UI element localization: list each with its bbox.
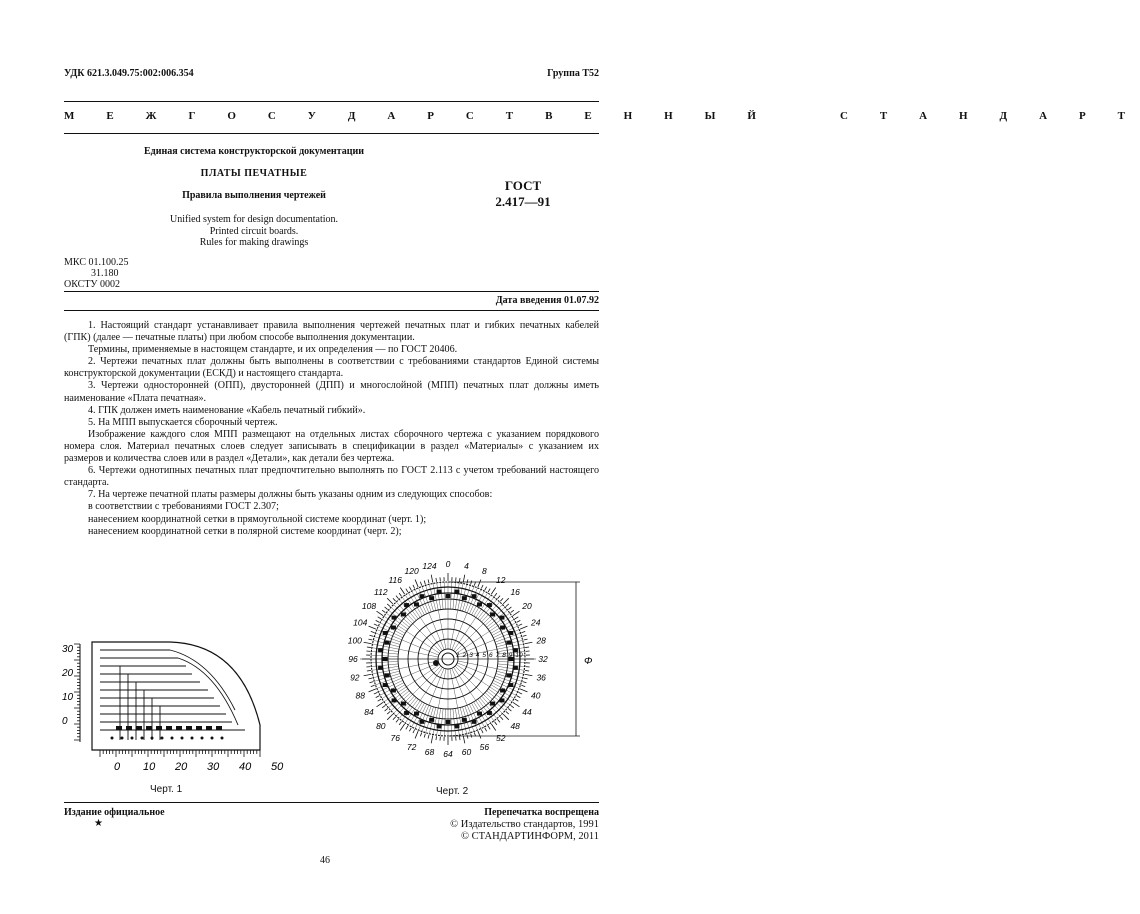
fig2-tick xyxy=(409,728,411,732)
fig2-tick xyxy=(497,719,500,722)
fig2-pad xyxy=(385,641,390,645)
fig2-tick xyxy=(400,587,404,594)
fig2-tick xyxy=(428,579,429,583)
fig2-pad xyxy=(378,666,383,670)
udk-code: УДК 621.3.049.75:002:006.354 xyxy=(64,68,194,79)
fig2-tick xyxy=(459,736,460,740)
fig2-tick xyxy=(515,617,518,619)
fig2-angle-label-104: 104 xyxy=(353,617,368,628)
fig2-angle-label-56: 56 xyxy=(479,741,490,752)
fig2-tick xyxy=(491,724,495,731)
fig2-angle-label-96: 96 xyxy=(348,654,358,664)
fig2-pad xyxy=(462,718,467,722)
fig2-pad xyxy=(499,616,504,620)
fig2-tick xyxy=(376,696,380,698)
fig2-radial xyxy=(444,582,445,609)
fig2-tick xyxy=(400,724,404,731)
fig2-radial xyxy=(453,582,456,609)
fig2-pad xyxy=(404,603,409,607)
figure-1-caption: Черт. 1 xyxy=(150,784,183,795)
fig2-ring-label-1: 1 xyxy=(456,652,460,659)
body-text xyxy=(64,320,599,538)
fig2-angle-label-52: 52 xyxy=(496,732,506,743)
fig1-x-label-40: 40 xyxy=(239,761,252,773)
fig2-radial xyxy=(455,605,502,652)
fig2-ring-label-8: 8 xyxy=(502,652,506,659)
fig2-radial xyxy=(371,651,398,654)
fig2-angle-label-20: 20 xyxy=(522,601,532,612)
fig2-tick xyxy=(471,734,472,738)
fig2-tick xyxy=(467,735,468,739)
fig2-radial xyxy=(440,709,443,736)
fig2-tick xyxy=(376,702,383,706)
banner-rule xyxy=(64,133,599,134)
fig2-pad xyxy=(391,626,396,630)
fig2-angle-label-64: 64 xyxy=(443,749,453,759)
fig2-tick xyxy=(420,582,421,586)
fig1-ticks xyxy=(74,644,260,757)
fig2-tick xyxy=(513,611,520,615)
fig2-pad xyxy=(487,603,492,607)
fig2-tick xyxy=(396,719,399,722)
fig1-y-labels xyxy=(61,644,74,727)
official-edition: Издание официальное xyxy=(64,807,165,818)
fig2-tick xyxy=(396,596,399,599)
fig2-radial xyxy=(450,709,451,736)
fig2-tick xyxy=(368,678,372,679)
english-title-line-1: Unified system for design documentation. xyxy=(169,214,339,225)
fig2-tick xyxy=(508,708,511,711)
fig1-x-label-10: 10 xyxy=(143,761,156,773)
fig2-tick xyxy=(521,685,525,686)
fig2-angle-label-88: 88 xyxy=(355,690,365,701)
fig2-tick xyxy=(382,610,385,612)
fig2-tick xyxy=(471,581,472,585)
fig2-tick xyxy=(459,578,460,582)
fig2-radial xyxy=(444,709,445,736)
fig2-angle-label-68: 68 xyxy=(424,747,435,758)
fig2-pad xyxy=(392,616,397,620)
fig2-pad xyxy=(500,626,505,630)
fig2-angle-label-124: 124 xyxy=(422,560,437,571)
fig2-tick xyxy=(506,711,509,714)
fig1-y-label-0: 0 xyxy=(62,716,68,727)
fig2-pad xyxy=(419,720,424,724)
fig2-tick xyxy=(488,589,490,592)
fig2-angle-label-120: 120 xyxy=(404,566,419,577)
fig2-tick xyxy=(491,587,495,594)
page-number: 46 xyxy=(320,855,330,866)
fig2-pad xyxy=(401,702,406,706)
fig2-ring-label-4: 4 xyxy=(475,652,480,659)
top-rule xyxy=(64,101,599,102)
fig2-angle-label-24: 24 xyxy=(531,617,541,628)
page-title: ПЛАТЫ ПЕЧАТНЫЕ xyxy=(200,168,308,179)
paragraph-3: 3. Чертежи односторонней (ОПП), двусторонней (ДПП) и многослойной (МПП) печатных плат должны иметь наименование «Плата печатная». xyxy=(64,380,599,404)
fig1-pads xyxy=(111,726,224,740)
fig2-pad xyxy=(391,689,396,693)
fig2-angle-label-0: 0 xyxy=(445,559,451,569)
fig2-ring-label-6: 6 xyxy=(489,652,493,659)
fig2-tick xyxy=(463,575,465,583)
fig2-ring-label-2: 2 xyxy=(462,652,467,659)
fig2-tick xyxy=(420,732,421,736)
fig2-pad xyxy=(429,596,434,600)
fig2-tick xyxy=(524,678,528,679)
fig2-pad xyxy=(472,594,477,598)
english-title xyxy=(118,214,390,249)
fig2-pad xyxy=(499,698,504,702)
paragraph-4: 4. ГПК должен иметь наименование «Кабель печатный гибкий». xyxy=(88,404,366,416)
group-code: Группа Т52 xyxy=(547,68,599,79)
fig2-tick xyxy=(378,617,381,619)
fig2-tick xyxy=(513,702,520,706)
fig2-angle-label-100: 100 xyxy=(347,635,362,646)
fig2-tick xyxy=(523,635,527,636)
paragraph-2: 2. Чертежи печатных плат должны быть выполнены в соответствии с требованиями стандартов Единой системы конструкторской документации (ЕСКД) и настоящего стандарта. xyxy=(64,356,599,380)
fig2-angle-label-48: 48 xyxy=(510,721,520,732)
fig2-tick xyxy=(385,607,388,610)
fig2-pad xyxy=(462,596,467,600)
fig2-tick xyxy=(387,604,390,607)
fig2-tick xyxy=(364,642,372,644)
fig2-angle-label-116: 116 xyxy=(388,575,403,586)
fig2-tick xyxy=(500,717,503,720)
fig2-radial xyxy=(455,666,502,713)
fig2-ring-label-3: 3 xyxy=(469,652,473,659)
fig2-tick xyxy=(463,736,465,744)
fig2-pad xyxy=(446,594,451,598)
fig2-tick xyxy=(374,692,378,694)
fig1-y-label-20: 20 xyxy=(62,668,74,679)
fig2-pad xyxy=(477,602,482,606)
fig2-radial xyxy=(440,582,443,609)
fig2-tick xyxy=(503,714,509,720)
fig2-tick xyxy=(387,598,393,604)
paragraph-7: 7. На чертеже печатной платы размеры должны быть указаны одним из следующих способов: xyxy=(88,489,493,501)
fig2-tick xyxy=(494,722,496,725)
fig2-ring-label-10: 10 xyxy=(515,652,523,659)
fig2-tick xyxy=(511,610,514,612)
system-name: Единая система конструкторской документации xyxy=(144,146,364,157)
fig2-angle-label-108: 108 xyxy=(361,601,377,612)
fig2-tick xyxy=(399,722,401,725)
fig1-x-label-20: 20 xyxy=(175,761,188,773)
fig2-pad xyxy=(446,720,451,724)
fig2-radial xyxy=(498,664,525,667)
fig1-y-label-10: 10 xyxy=(62,692,74,703)
fig2-tick xyxy=(511,705,514,707)
fig2-tick xyxy=(481,730,483,734)
fig2-radial xyxy=(371,655,398,656)
mks-code-1: МКС 01.100.25 xyxy=(64,257,129,268)
fig2-pad xyxy=(383,631,388,635)
fig2-pad xyxy=(454,724,459,728)
fig2-tick xyxy=(506,604,509,607)
date-intro: Дата введения 01.07.92 xyxy=(495,295,599,306)
paragraph-1: 1. Настоящий стандарт устанавливает правила выполнения чертежей печатных плат и гибких печатных кабелей (ГПК) (далее — печатные платы) при любом способе выполнения документации. xyxy=(64,320,599,344)
fig2-pad xyxy=(490,612,495,616)
fig2-tick xyxy=(524,639,528,640)
fig2-pad xyxy=(437,590,442,594)
fig2-tick xyxy=(370,635,374,636)
page-subtitle: Правила выполнения чертежей xyxy=(182,190,326,201)
fig2-ring-label-9: 9 xyxy=(508,652,513,659)
fig2-angle-label-92: 92 xyxy=(350,672,360,683)
fig2-radial xyxy=(371,661,398,662)
fig2-tick xyxy=(413,585,415,589)
copyright-block xyxy=(450,807,599,843)
fig2-angle-label-12: 12 xyxy=(496,575,506,586)
figure-1-drawing xyxy=(60,630,284,780)
fig2-tick xyxy=(415,731,418,738)
fig2-tick xyxy=(367,647,371,648)
fig2-pad xyxy=(378,648,383,652)
paragraph-5: 5. На МПП выпускается сборочный чертеж. xyxy=(88,416,278,428)
fig2-pad xyxy=(385,673,390,677)
fig2-angle-label-28: 28 xyxy=(536,635,546,646)
fig2-pad xyxy=(472,720,477,724)
date-rule xyxy=(64,310,599,311)
fig2-tick xyxy=(485,728,487,732)
fig2-tick xyxy=(431,736,433,744)
fig2-angle-label-8: 8 xyxy=(481,566,487,577)
fig2-tick xyxy=(520,689,527,692)
fig1-x-label-0: 0 xyxy=(114,761,121,773)
fig2-tick xyxy=(485,587,487,591)
footer-rule xyxy=(64,802,599,803)
fig2-tick xyxy=(406,589,408,592)
fig2-pad xyxy=(414,602,419,606)
fig2-tick xyxy=(382,705,385,707)
fig2-radial xyxy=(498,661,525,662)
paragraph-layers: Изображение каждого слоя МПП размещают на отдельных листах сборочного чертежа с указанием порядкового номера слоя. Материал печатных слоев следует записывать в спецификации в раздел «Материалы» с указанием их размеров и количества слоев или в раздел «Детали», как детали без чертежа. xyxy=(64,428,599,465)
fig2-tick xyxy=(517,696,521,698)
fig2-tick xyxy=(393,598,396,601)
fig2-pad xyxy=(401,612,406,616)
fig2-radial xyxy=(394,666,441,713)
fig2-tick xyxy=(371,631,375,632)
fig2-tick xyxy=(436,578,437,582)
paragraph-6: 6. Чертежи однотипных печатных плат предпочтительно выполнять по ГОСТ 2.113 с учетом требований настоящего стандарта. xyxy=(64,465,599,489)
paragraph-7-item-1: в соответствии с требованиями ГОСТ 2.307; xyxy=(88,501,279,513)
fig2-pad xyxy=(513,666,518,670)
okstu-code: ОКСТУ 0002 xyxy=(64,279,121,290)
fig2-tick xyxy=(424,581,425,585)
fig2-tick xyxy=(376,620,380,622)
fig2-tick xyxy=(525,647,529,648)
fig2-angle-label-60: 60 xyxy=(461,747,472,758)
figure-2-drawing xyxy=(318,552,608,792)
fig2-tick xyxy=(431,575,433,583)
fig2-pad xyxy=(490,702,495,706)
fig2-tick xyxy=(515,699,518,701)
fig2-tick xyxy=(393,717,396,720)
copyright-2: © СТАНДАРТИНФОРМ, 2011 xyxy=(461,831,599,842)
fig2-mark-hole xyxy=(433,660,439,666)
fig2-tick xyxy=(385,708,388,711)
fig2-tick xyxy=(370,682,374,683)
fig2-tick xyxy=(428,735,429,739)
fig2-tick xyxy=(406,726,408,729)
fig2-ring-label-5: 5 xyxy=(482,652,487,659)
fig2-radial xyxy=(394,605,441,652)
fig2-angle-label-32: 32 xyxy=(538,654,548,664)
paragraph-terms: Термины, применяемые в настоящем стандарте, и их определения — по ГОСТ 20406. xyxy=(88,344,458,356)
fig2-pad xyxy=(508,683,513,687)
figure-2-caption: Черт. 2 xyxy=(436,786,469,797)
fig2-tick xyxy=(467,579,468,583)
fig1-x-label-50: 50 xyxy=(271,761,284,773)
fig2-tick xyxy=(494,593,496,596)
classifier-rule xyxy=(64,291,599,292)
fig2-tick xyxy=(478,580,481,587)
fig2-ring-label-7: 7 xyxy=(495,652,500,659)
fig2-tick xyxy=(525,670,529,671)
fig2-angle-label-76: 76 xyxy=(390,732,400,743)
english-title-line-2: Printed circuit boards. xyxy=(209,225,299,237)
fig2-pad xyxy=(383,683,388,687)
mks-code-2: 31.180 xyxy=(91,268,119,279)
fig2-diameter-symbol: Φ xyxy=(584,656,593,667)
fig2-tick xyxy=(409,587,411,591)
fig2-tick xyxy=(387,711,390,714)
fig2-radial xyxy=(453,709,456,736)
star-mark: ★ xyxy=(94,818,103,829)
fig2-tick xyxy=(525,642,533,644)
fig2-pad xyxy=(487,711,492,715)
fig2-angle-label-112: 112 xyxy=(374,586,388,597)
fig2-tick xyxy=(367,670,371,671)
gost-number: 2.417—91 xyxy=(495,194,551,209)
fig2-tick xyxy=(508,607,511,610)
fig2-tick xyxy=(371,685,375,686)
fig2-tick xyxy=(525,674,533,676)
fig1-x-labels xyxy=(114,761,284,773)
fig2-pad xyxy=(506,673,511,677)
fig2-tick xyxy=(376,611,383,615)
fig2-tick xyxy=(413,730,415,734)
reprint-notice: Перепечатка воспрещена xyxy=(484,807,599,818)
english-title-line-3: Rules for making drawings xyxy=(199,237,309,248)
fig2-pad xyxy=(404,711,409,715)
fig2-tick xyxy=(364,674,372,676)
fig1-y-label-30: 30 xyxy=(62,644,74,655)
fig2-tick xyxy=(503,598,509,604)
fig2-tick xyxy=(399,593,401,596)
standard-banner: М Е Ж Г О С У Д А Р С Т В Е Н Н Ы Й С Т А Н Д А Р Т xyxy=(64,110,1140,122)
fig2-radial xyxy=(371,664,398,667)
fig2-angle-label-16: 16 xyxy=(510,586,520,597)
fig2-angle-label-80: 80 xyxy=(376,721,386,732)
fig2-pad xyxy=(477,712,482,716)
fig2-pad xyxy=(429,718,434,722)
fig2-pad xyxy=(508,631,513,635)
fig2-tick xyxy=(481,585,483,589)
fig2-tick xyxy=(519,624,523,626)
fig2-tick xyxy=(520,626,527,629)
fig2-tick xyxy=(521,631,525,632)
fig2-tick xyxy=(369,626,376,629)
fig2-pad xyxy=(506,641,511,645)
fig2-pad xyxy=(419,594,424,598)
classifiers xyxy=(64,257,128,290)
fig2-tick xyxy=(478,731,481,738)
fig2-tick xyxy=(368,639,372,640)
fig2-tick xyxy=(415,580,418,587)
fig2-angle-label-40: 40 xyxy=(531,690,541,701)
fig2-tick xyxy=(374,624,378,626)
fig2-tick xyxy=(500,598,503,601)
fig2-angle-label-84: 84 xyxy=(364,706,374,717)
fig2-angle-label-4: 4 xyxy=(464,560,469,571)
fig2-tick xyxy=(488,726,490,729)
fig2-angle-label-44: 44 xyxy=(522,706,532,717)
fig2-tick xyxy=(497,596,500,599)
gost-label: ГОСТ xyxy=(504,178,542,193)
paragraph-7-item-2: нанесением координатной сетки в прямоугольной системе координат (черт. 1); xyxy=(88,513,427,525)
copyright-1: © Издательство стандартов, 1991 xyxy=(450,819,599,830)
fig2-angle-label-36: 36 xyxy=(536,672,546,683)
fig2-tick xyxy=(369,689,376,692)
fig2-tick xyxy=(387,714,393,720)
fig2-tick xyxy=(436,736,437,740)
fig2-pad xyxy=(392,698,397,702)
fig2-pad xyxy=(500,689,505,693)
fig2-tick xyxy=(517,620,521,622)
fig2-tick xyxy=(519,692,523,694)
fig2-pad xyxy=(437,724,442,728)
fig2-pad xyxy=(454,590,459,594)
fig1-x-label-30: 30 xyxy=(207,761,220,773)
fig2-angle-label-72: 72 xyxy=(406,741,417,752)
gost-block xyxy=(478,178,568,210)
fig2-tick xyxy=(378,699,381,701)
fig2-pad xyxy=(414,712,419,716)
paragraph-7-item-3: нанесением координатной сетки в полярной системе координат (черт. 2); xyxy=(88,525,402,537)
fig2-radial xyxy=(450,582,451,609)
fig2-tick xyxy=(523,682,527,683)
fig2-tick xyxy=(424,734,425,738)
